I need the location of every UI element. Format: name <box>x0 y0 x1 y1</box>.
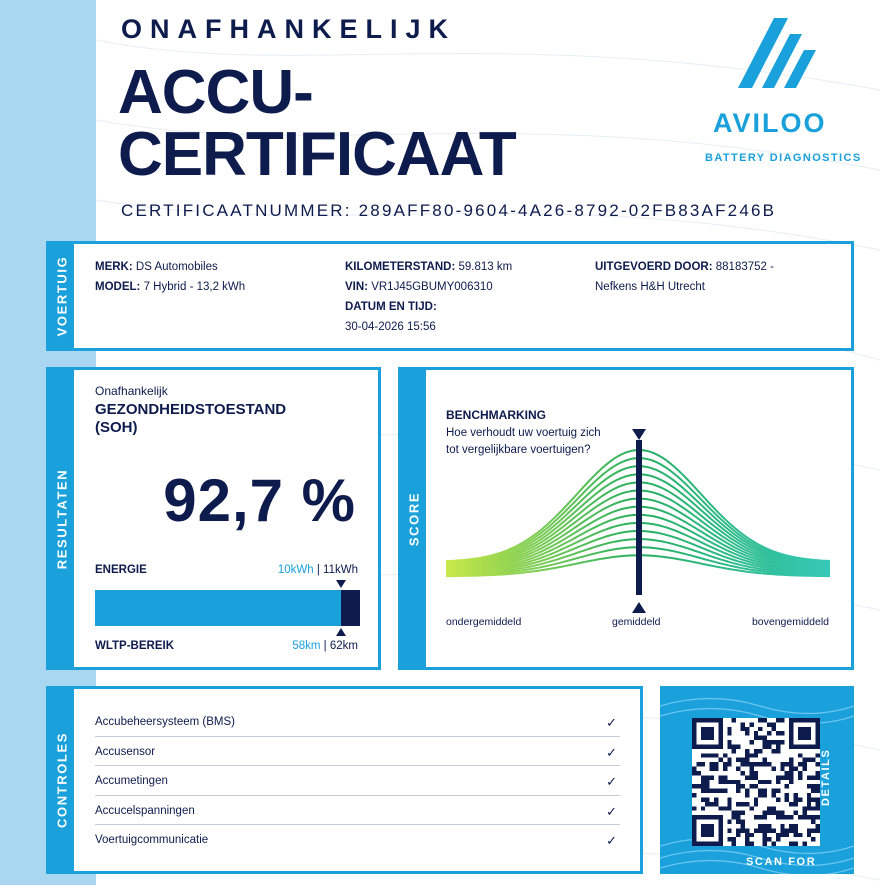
check-mark-icon: ✓ <box>606 744 617 760</box>
performed-by-label: UITGEVOERD DOOR: <box>595 261 713 273</box>
vehicle-tab <box>49 244 74 348</box>
energy-label: ENERGIE <box>95 564 147 576</box>
label-average: gemiddeld <box>612 616 661 628</box>
results-tab-label: RESULTATEN <box>54 468 69 569</box>
performed-by-value-2: Nefkens H&H Utrecht <box>595 281 705 293</box>
energy-marker-icon <box>336 580 346 588</box>
certificate-label: CERTIFICAATNUMMER: <box>121 201 352 220</box>
check-label: Voertuigcommunicatie <box>95 834 209 846</box>
benchmark-marker-line <box>636 440 642 595</box>
wltp-measured: 58km <box>292 640 321 652</box>
details-label: DETAILS <box>820 748 832 806</box>
label-below-average: ondergemiddeld <box>446 616 522 628</box>
eyebrow-text: ONAFHANKELIJK <box>121 14 457 44</box>
checks-tab-label: CONTROLES <box>54 731 69 829</box>
check-item <box>95 737 620 767</box>
marker-top-icon <box>632 429 646 440</box>
title-line-1: ACCU- <box>118 58 313 127</box>
qr-code-icon[interactable] <box>692 718 820 846</box>
vehicle-tab-label: VOERTUIG <box>54 255 69 337</box>
mileage-value: 59.813 km <box>458 261 513 273</box>
check-mark-icon: ✓ <box>606 774 617 789</box>
wltp-marker-icon <box>336 628 346 636</box>
score-panel <box>398 367 854 670</box>
energy-measured: 10kWh <box>277 564 314 576</box>
check-mark-icon: ✓ <box>606 715 617 730</box>
score-tab-label: SCORE <box>406 491 421 546</box>
wltp-separator: | <box>320 640 330 652</box>
wltp-label: WLTP-BEREIK <box>95 640 175 652</box>
vehicle-col-2 <box>345 257 512 337</box>
benchmark-question: Hoe verhoudt uw voertuig zich tot vergelijkbare voertuigen? <box>446 427 601 456</box>
energy-separator: | <box>313 564 324 576</box>
energy-nominal: 11kWh <box>323 564 358 576</box>
wltp-values <box>292 640 358 652</box>
check-mark-icon: ✓ <box>606 833 617 848</box>
mileage-label: KILOMETERSTAND: <box>345 261 456 273</box>
results-tab <box>49 370 74 667</box>
vehicle-col-3 <box>595 257 774 297</box>
score-tab <box>401 370 426 667</box>
check-item <box>95 796 620 826</box>
check-label: Accucelspanningen <box>95 804 195 817</box>
checks-tab <box>49 689 74 871</box>
scan-label: SCAN FOR <box>746 856 817 868</box>
performed-by-value-1: 88183752 - <box>715 261 774 273</box>
certificate-number <box>121 201 776 221</box>
model-label: MODEL: <box>95 281 141 293</box>
model-value: 7 Hybrid - 13,2 kWh <box>143 281 246 293</box>
check-label: Accumetingen <box>95 775 168 787</box>
soh-value: 92,7 % <box>163 467 356 534</box>
vin-label: VIN: <box>345 281 368 293</box>
label-above-average: bovengemiddeld <box>751 616 829 628</box>
vehicle-col-1 <box>95 257 245 297</box>
wltp-nominal: 62km <box>329 640 358 652</box>
soh-title-line-1: GEZONDHEIDSTOESTAND <box>95 401 287 418</box>
checks-panel <box>46 686 643 874</box>
check-item <box>95 766 620 796</box>
soh-title <box>95 401 286 437</box>
datetime-label: DATUM EN TIJD: <box>345 301 437 313</box>
datetime-value: 30-04-2026 15:56 <box>345 321 436 333</box>
benchmark-title: BENCHMARKING <box>446 408 546 422</box>
marker-bottom-icon <box>632 602 646 613</box>
brand-label: MERK: <box>95 261 133 273</box>
check-item <box>95 707 620 737</box>
soh-subtitle: Onafhankelijk <box>95 384 168 398</box>
energy-bar <box>95 590 360 626</box>
qr-panel[interactable] <box>660 686 854 874</box>
check-label: Accusensor <box>95 745 156 758</box>
title-line-2: CERTIFICAAT <box>118 120 516 189</box>
results-panel <box>46 367 381 670</box>
brand-name: AVILOO <box>713 108 827 138</box>
page-title <box>118 58 516 189</box>
check-label: Accubeheersysteem (BMS) <box>95 716 235 728</box>
vin-value: VR1J45GBUMY006310 <box>371 281 493 293</box>
energy-values <box>278 564 358 576</box>
check-item <box>95 825 620 855</box>
check-mark-icon: ✓ <box>606 803 617 819</box>
soh-title-line-2: (SOH) <box>95 419 138 436</box>
checks-list <box>95 707 617 855</box>
brand-value: DS Automobiles <box>135 261 218 273</box>
brand-tagline: BATTERY DIAGNOSTICS <box>705 152 862 164</box>
certificate-value: 289AFF80-9604-4A26-8792-02FB83AF246B <box>358 201 777 220</box>
vehicle-panel <box>46 241 854 351</box>
aviloo-logo-icon <box>704 18 860 168</box>
energy-bar-remaining <box>341 590 360 626</box>
